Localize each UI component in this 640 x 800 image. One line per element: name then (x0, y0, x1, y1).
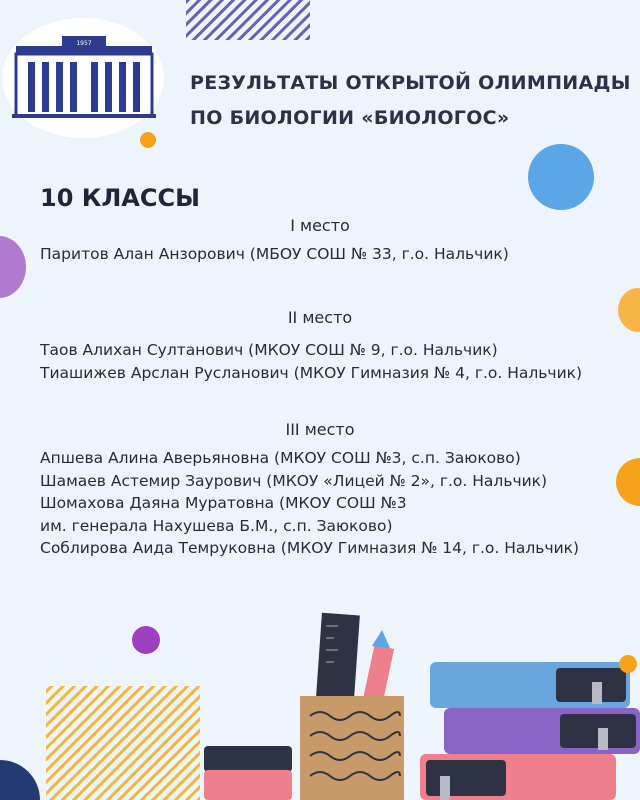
title-line-2: ПО БИОЛОГИИ «БИОЛОГОС» (190, 107, 510, 129)
winner-row: Соблирова Аида Темруковна (МКОУ Гимназия № 14, г.о. Нальчик) (40, 539, 580, 557)
book-stack (420, 662, 640, 800)
winner-row: Таов Алихан Султанович (МКОУ СОШ № 9, г.о. Нальчик) (40, 341, 498, 359)
winner-row: Паритов Алан Анзорович (МБОУ СОШ № 33, г.о. Нальчик) (40, 245, 509, 263)
orange-dot-bottom (619, 655, 637, 673)
purple-half-circle (0, 236, 26, 298)
winner-row: им. генерала Нахушева Б.М., с.п. Заюково) (40, 516, 393, 535)
stationery-illustration (0, 600, 640, 800)
place-3-list (40, 447, 579, 560)
stripe-pattern-top (186, 0, 310, 40)
orange-dot (140, 132, 156, 148)
logo-year: 1957 (76, 40, 92, 47)
place-3-label: III место (285, 420, 355, 439)
eraser (204, 746, 292, 800)
grade-heading: 10 КЛАССЫ (40, 184, 200, 212)
stripe-pattern-bottom (46, 686, 200, 800)
place-2-label: II место (287, 308, 353, 327)
winner-row: Шомахова Даяна Муратовна (МКОУ СОШ №3 (40, 494, 407, 512)
title-line-1: РЕЗУЛЬТАТЫ ОТКРЫТОЙ ОЛИМПИАДЫ (190, 72, 631, 94)
place-2-list (40, 339, 582, 384)
winner-row: Тиашижев Арслан Русланович (МКОУ Гимназия № 4, г.о. Нальчик) (40, 363, 583, 382)
logo (2, 18, 164, 138)
pencil-cup (300, 696, 404, 800)
navy-quarter-circle (0, 760, 40, 800)
orange-half-circle-right-2 (616, 458, 640, 506)
blue-circle (528, 144, 594, 210)
winner-row: Шамаев Астемир Заурович (МКОУ «Лицей № 2», г.о. Нальчик) (40, 471, 548, 490)
winner-row: Апшева Алина Аверьяновна (МКОУ СОШ №3, с.п. Заюково) (40, 449, 521, 467)
place-1-label: I место (290, 216, 350, 235)
page-title (190, 66, 631, 136)
place-1-list (40, 243, 509, 266)
